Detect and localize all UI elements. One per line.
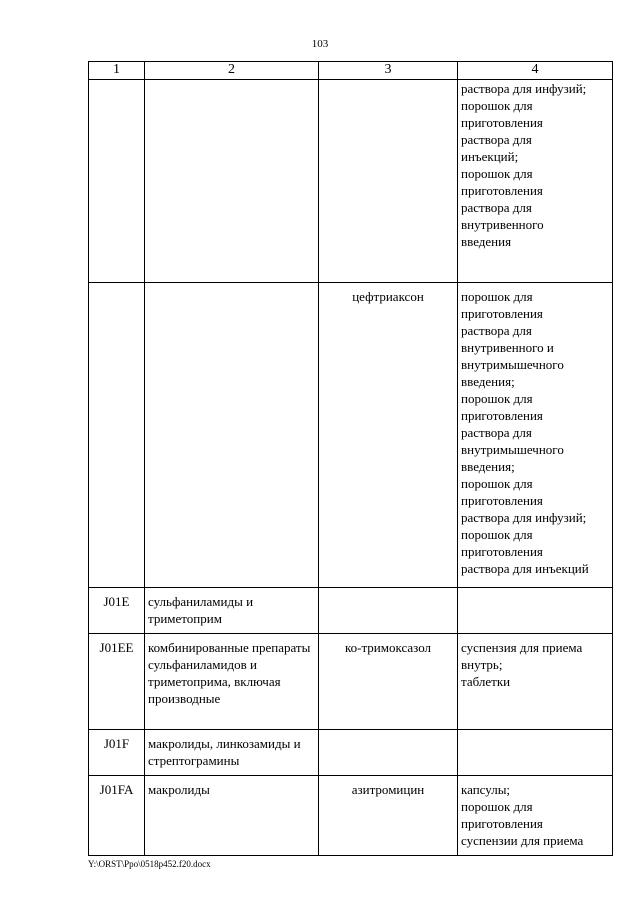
column-header-2: 2 bbox=[145, 62, 319, 80]
dosage-form-line: раствора для инфузий; bbox=[461, 510, 587, 525]
atc-code-cell: J01FA bbox=[89, 776, 145, 856]
dosage-form-line: суспензия для приема bbox=[461, 640, 583, 655]
dosage-form-line: внутримышечного bbox=[461, 442, 564, 457]
atc-code-cell bbox=[89, 80, 145, 283]
column-header-4: 4 bbox=[458, 62, 613, 80]
dosage-form-line: внутримышечного bbox=[461, 357, 564, 372]
dosage-form-line: раствора для bbox=[461, 323, 532, 338]
dosage-form-line: раствора для bbox=[461, 200, 532, 215]
dosage-form-line: внутривенного и bbox=[461, 340, 554, 355]
dosage-form-line: порошок для bbox=[461, 166, 533, 181]
dosage-form-line: внутривенного bbox=[461, 217, 544, 232]
dosage-form-line: введения bbox=[461, 234, 512, 249]
dosage-form-line: порошок для bbox=[461, 391, 533, 406]
dosage-form-line: приготовления bbox=[461, 306, 543, 321]
dosage-form-line: раствора для инъекций bbox=[461, 561, 589, 576]
dosage-form-line: приготовления bbox=[461, 115, 543, 130]
dosage-forms-cell bbox=[458, 776, 613, 856]
dosage-form-line: введения; bbox=[461, 459, 515, 474]
dosage-form-line: порошок для bbox=[461, 98, 533, 113]
drug-name-cell: ко-тримоксазол bbox=[319, 634, 458, 730]
dosage-form-line: приготовления bbox=[461, 183, 543, 198]
group-name-cell bbox=[145, 80, 319, 283]
document-footer-path: Y:\ORST\Ppo\0518p452.f20.docx bbox=[88, 859, 211, 869]
dosage-form-line: суспензии для приема bbox=[461, 833, 584, 848]
table-row bbox=[89, 588, 613, 634]
table-row bbox=[89, 730, 613, 776]
dosage-forms-cell bbox=[458, 80, 613, 283]
dosage-form-line: капсулы; bbox=[461, 782, 511, 797]
page-number: 103 bbox=[311, 38, 329, 50]
dosage-form-line: таблетки bbox=[461, 674, 511, 689]
atc-code-cell: J01F bbox=[89, 730, 145, 776]
dosage-form-line: приготовления bbox=[461, 544, 543, 559]
group-name-cell: сульфаниламиды и триметоприм bbox=[145, 588, 319, 634]
dosage-form-line: приготовления bbox=[461, 493, 543, 508]
dosage-form-line: порошок для bbox=[461, 527, 533, 542]
dosage-form-line: порошок для bbox=[461, 476, 533, 491]
dosage-form-line: приготовления bbox=[461, 408, 543, 423]
drug-name-cell: цефтриаксон bbox=[319, 283, 458, 588]
dosage-form-line: внутрь; bbox=[461, 657, 503, 672]
dosage-form-line: порошок для bbox=[461, 799, 533, 814]
drug-name-cell bbox=[319, 588, 458, 634]
dosage-form-line: раствора для bbox=[461, 425, 532, 440]
dosage-form-line: порошок для bbox=[461, 289, 533, 304]
drug-name-cell: азитромицин bbox=[319, 776, 458, 856]
atc-code-cell: J01EE bbox=[89, 634, 145, 730]
group-name-cell: макролиды, линкозамиды и стрептограмины bbox=[145, 730, 319, 776]
dosage-form-line: введения; bbox=[461, 374, 515, 389]
atc-code-cell bbox=[89, 283, 145, 588]
table-row bbox=[89, 776, 613, 856]
table-header-row bbox=[89, 62, 613, 80]
drug-name-cell bbox=[319, 730, 458, 776]
dosage-form-line: раствора для инфузий; bbox=[461, 81, 587, 96]
dosage-forms-cell bbox=[458, 730, 613, 776]
drug-table bbox=[88, 61, 613, 856]
column-header-3: 3 bbox=[319, 62, 458, 80]
table-row bbox=[89, 634, 613, 730]
group-name-cell bbox=[145, 283, 319, 588]
dosage-form-line: инъекций; bbox=[461, 149, 519, 164]
group-name-cell: макролиды bbox=[145, 776, 319, 856]
atc-code-cell: J01E bbox=[89, 588, 145, 634]
dosage-form-line: приготовления bbox=[461, 816, 543, 831]
dosage-forms-cell bbox=[458, 588, 613, 634]
dosage-forms-cell bbox=[458, 283, 613, 588]
dosage-form-line: раствора для bbox=[461, 132, 532, 147]
table-row bbox=[89, 80, 613, 283]
drug-name-cell bbox=[319, 80, 458, 283]
column-header-1: 1 bbox=[89, 62, 145, 80]
table-row bbox=[89, 283, 613, 588]
dosage-forms-cell bbox=[458, 634, 613, 730]
group-name-cell: комбинированные препараты сульфаниламидов и триметоприма, включая производные bbox=[145, 634, 319, 730]
